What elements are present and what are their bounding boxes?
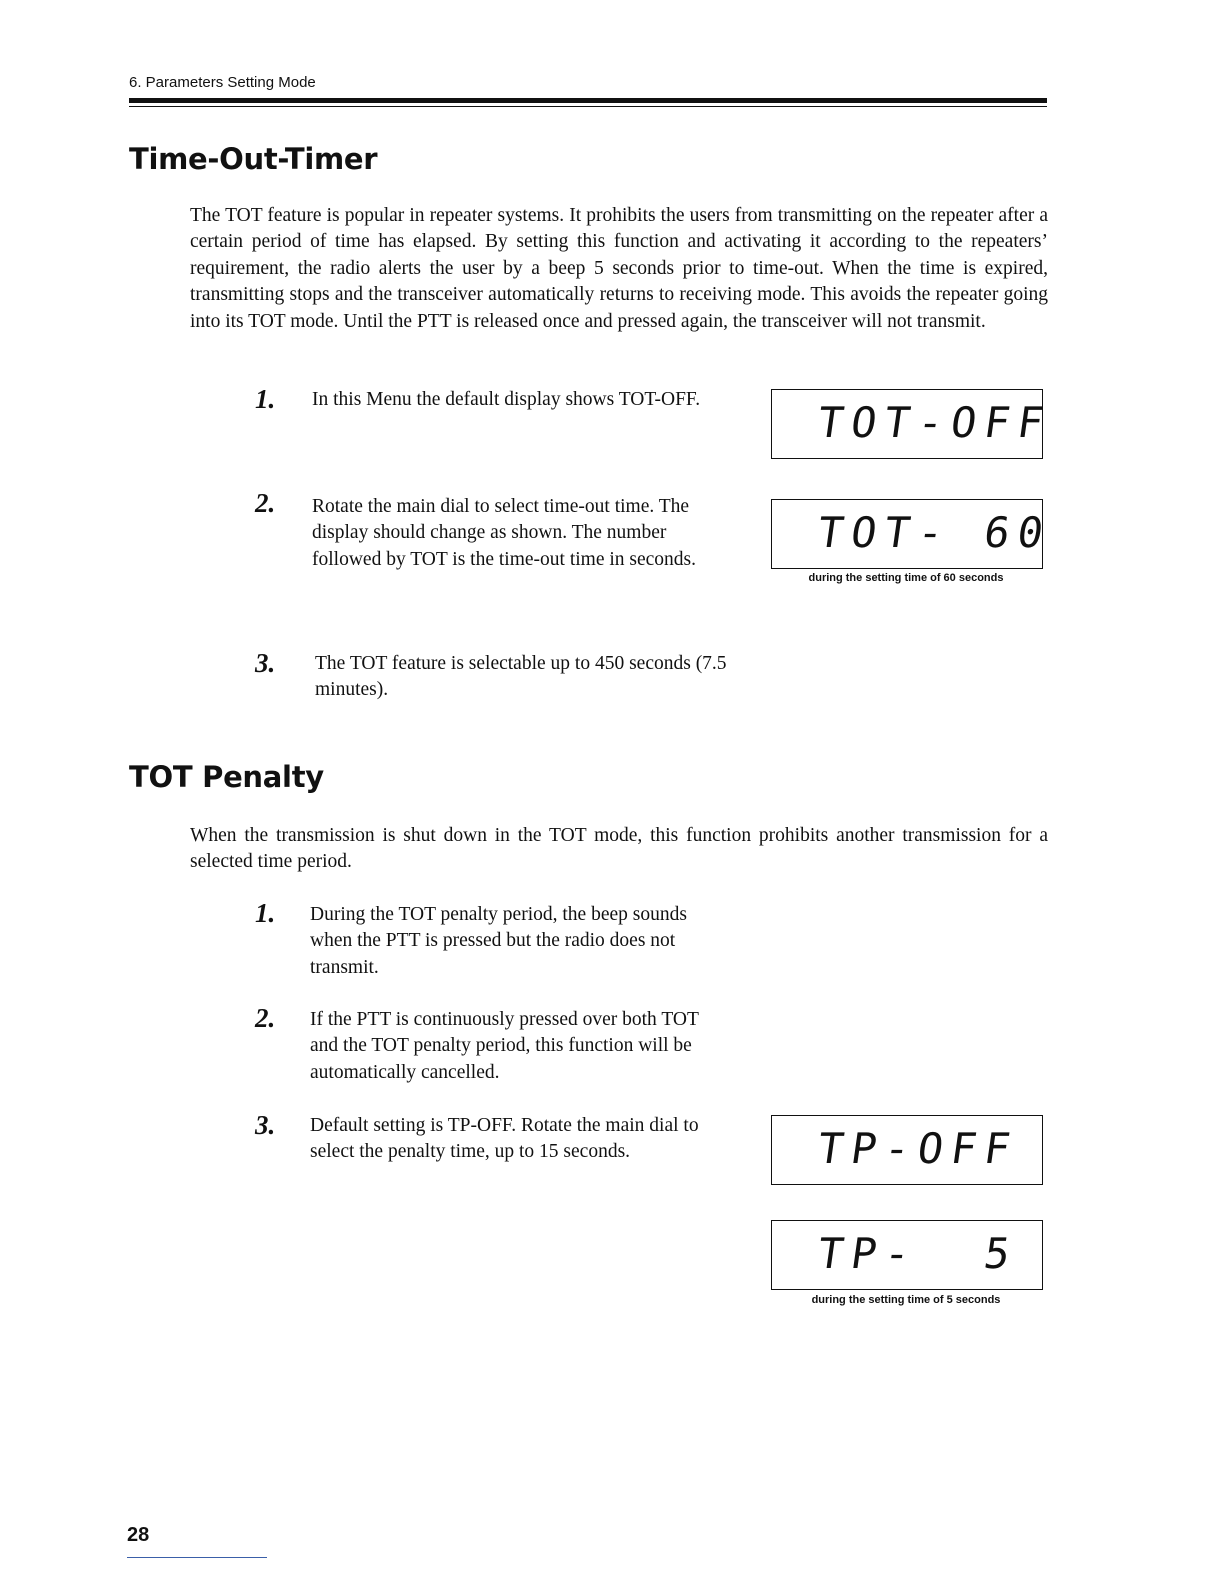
lcd-display-tot-60 <box>771 499 1055 569</box>
tot-step-1-text: In this Menu the default display shows TOT-OFF. <box>312 389 701 410</box>
tot-step-2-text: Rotate the main dial to select time-out time. The display should change as shown. The number followed by TOT is the time-out time in seconds. <box>312 496 697 570</box>
lcd-display-tot-off <box>771 389 1055 459</box>
tot-intro-paragraph: The TOT feature is popular in repeater systems. It prohibits the users from transmitting on the repeater after a certain period of time has elapsed. By setting this function and activating it according to the repeaters’ requirement, the radio alerts the user by a beep 5 seconds prior to time-out. When the time is expired, transmitting stops and the transceiver automatically returns to receiving mode. This avoids the repeater going into its TOT mode. Until the PTT is released once and pressed again, the transceiver will not transmit. <box>190 205 1048 332</box>
penalty-step-1-number: 1. <box>255 898 276 928</box>
footer-rule <box>127 1557 267 1558</box>
penalty-step-2-number: 2. <box>255 1003 276 1033</box>
lcd-caption: during the setting time of 5 seconds <box>811 1294 1001 1306</box>
tot-step-1-number: 1. <box>255 384 276 414</box>
page-number: 28 <box>127 1524 150 1546</box>
lcd-text: TP- 5 <box>814 1229 1022 1278</box>
lcd-text: TOT-OFF <box>814 398 1055 447</box>
header-rule-thin <box>129 106 1047 107</box>
lcd-text: TP-OFF <box>814 1124 1022 1173</box>
section-title-tot-penalty: TOT Penalty <box>129 760 324 794</box>
header-rule <box>129 98 1047 103</box>
tot-step-3-text: The TOT feature is selectable up to 450 seconds (7.5 minutes). <box>315 653 727 701</box>
section-title-tot: Time-Out-Timer <box>129 142 378 176</box>
lcd-text: TOT- 60 <box>814 508 1055 557</box>
penalty-step-3-number: 3. <box>255 1110 276 1140</box>
tot-step-3-number: 3. <box>255 648 276 678</box>
running-header: 6. Parameters Setting Mode <box>129 74 316 91</box>
penalty-step-3-text: Default setting is TP-OFF. Rotate the main dial to select the penalty time, up to 15 seconds. <box>310 1115 699 1163</box>
penalty-step-1-text: During the TOT penalty period, the beep sounds when the PTT is pressed but the radio does not transmit. <box>310 904 687 978</box>
lcd-caption: during the setting time of 60 seconds <box>808 572 1004 584</box>
penalty-step-2-text: If the PTT is continuously pressed over both TOT and the TOT penalty period, this function will be automatically cancelled. <box>310 1009 699 1083</box>
tot-step-2-number: 2. <box>255 488 276 518</box>
penalty-intro-paragraph: When the transmission is shut down in the TOT mode, this function prohibits another transmission for a selected time period. <box>190 825 1048 873</box>
lcd-display-tp-off <box>771 1115 1043 1185</box>
lcd-display-tp-5 <box>771 1220 1043 1290</box>
